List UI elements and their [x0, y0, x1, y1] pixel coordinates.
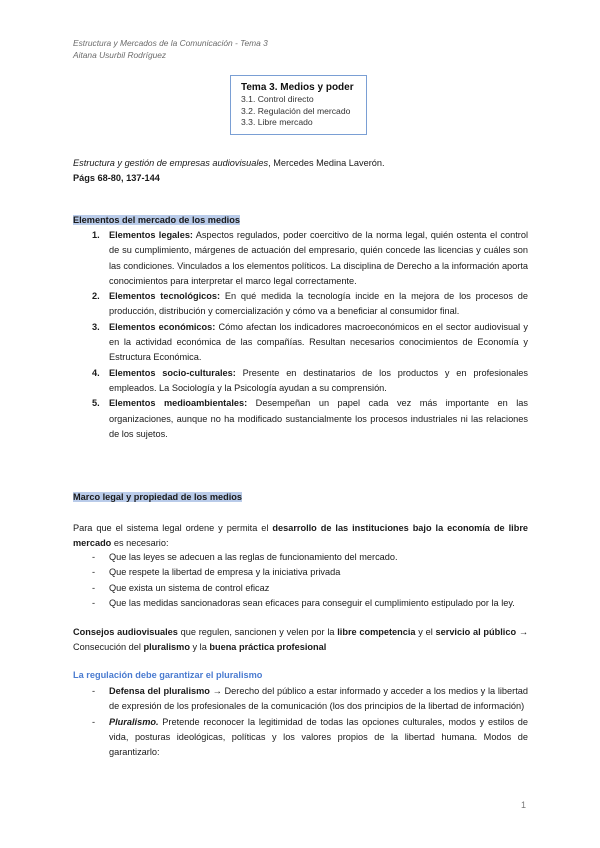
item-text: Cómo afectan los indicadores macroeconómicos en el sector audiovisual y en la actividad económica de las compañías. Resultan necesarios conocimientos de Economía y Estructura Económica.: [109, 321, 528, 363]
bold-term: Consejos audiovisuales: [73, 627, 178, 637]
item-text: → Derecho del público a estar informado y acceder a los medios y la libertad de expresión de los profesionales de la comunicación (los dos principios de la libertad de información): [109, 686, 528, 712]
topic-item: 3.1. Control directo: [241, 94, 314, 104]
intro-bold: desarrollo de las instituciones bajo la economía de libre mercado: [73, 523, 529, 549]
section-heading-pluralismo: La regulación debe garantizar el pluralismo: [73, 670, 263, 680]
dash-bullet: -: [92, 716, 96, 727]
list-item: [73, 320, 528, 366]
list-item: [73, 550, 528, 565]
dash-bullet: -: [92, 567, 96, 578]
item-number: 3.: [92, 321, 100, 332]
item-text: Que las medidas sancionadoras sean eficaces para conseguir el cumplimiento estipulado por la ley.: [109, 597, 515, 608]
reference-line: [73, 158, 385, 168]
list-item: [73, 289, 528, 320]
item-term: Elementos medioambientales:: [109, 398, 248, 409]
running-header-title: Estructura y Mercados de la Comunicación - Tema 3: [73, 38, 268, 48]
requirements-list: [73, 550, 528, 611]
list-item: [73, 228, 528, 289]
item-number: 5.: [92, 398, 100, 409]
list-item: [73, 596, 528, 611]
list-item: [73, 565, 528, 580]
section-heading-text: Elementos del mercado de los medios: [73, 215, 240, 225]
page-number: 1: [521, 800, 527, 810]
topic-item: 3.3. Libre mercado: [241, 117, 313, 127]
item-text: En qué medida la tecnología incide en la mejora de los procesos de producción, distribución y comercialización y cómo va a beneficiar al consumidor final.: [109, 291, 528, 317]
bold-term: pluralismo: [143, 642, 190, 653]
dash-bullet: -: [92, 552, 96, 562]
text: → Consecución del: [73, 627, 529, 653]
list-item: [73, 366, 528, 397]
item-text: Aspectos regulados, poder coercitivo de la norma legal, quién ostenta el control de su cumplimiento, márgenes de actuación del empresario, quién concede las licencias y cuáles son las condiciones. Vinculados a los elementos políticos. La disciplina de Derecho a la información aporta conocimientos para interpretar el marco legal correctamente.: [109, 230, 529, 286]
item-text: Que las leyes se adecuen a las reglas de funcionamiento del mercado.: [109, 552, 398, 562]
elements-list: [73, 228, 528, 442]
item-term: Elementos socio-culturales:: [109, 367, 236, 378]
book-title: Estructura y gestión de empresas audiovisuales: [73, 158, 269, 168]
text: y el: [415, 627, 436, 637]
item-term: Elementos legales:: [109, 230, 193, 240]
topic-item: 3.2. Regulación del mercado: [241, 105, 351, 116]
list-item: [73, 396, 528, 442]
marco-intro: [73, 521, 528, 552]
item-term: Elementos tecnológicos:: [109, 291, 221, 302]
bold-term: Pluralismo.: [109, 716, 159, 727]
pluralismo-list: [73, 684, 528, 760]
intro-text-end: es necesario:: [111, 538, 169, 549]
item-number: 2.: [92, 291, 100, 302]
item-text: Que exista un sistema de control eficaz: [109, 582, 270, 593]
bold-term: Defensa del pluralismo: [109, 686, 210, 696]
item-term: Elementos económicos:: [109, 321, 216, 332]
list-item: [73, 715, 528, 761]
bold-term: libre competencia: [337, 627, 416, 637]
item-text: Desempeñan un papel cada vez más importante en las organizaciones, aunque no ha modificado sustancialmente los procesos industriales ni las relaciones de los sujetos.: [109, 398, 528, 439]
dash-bullet: -: [92, 686, 96, 696]
list-item: [73, 581, 528, 596]
reference-pages: Págs 68-80, 137-144: [73, 173, 160, 183]
topic-box: [230, 75, 367, 135]
item-text: Que respete la libertad de empresa y la iniciativa privada: [109, 567, 341, 578]
intro-text: Para que el sistema legal ordene y permita el: [73, 523, 273, 533]
topic-title: Tema 3. Medios y poder: [241, 82, 354, 93]
book-author: , Mercedes Medina Laverón.: [268, 158, 385, 168]
dash-bullet: -: [92, 582, 96, 593]
section-heading-text: Marco legal y propiedad de los medios: [73, 492, 242, 502]
section-heading-mercado: [73, 215, 240, 225]
dash-bullet: -: [92, 597, 96, 608]
bold-term: servicio al público: [435, 627, 517, 637]
item-text: Pretende reconocer la legitimidad de todas las opciones culturales, modos y estilos de vida, posturas ideológicas, políticas y los valores propios de la libertad humana. Modos de garantizarlo:: [109, 716, 528, 758]
bold-term: buena práctica profesional: [209, 642, 327, 653]
text: que regulen, sancionen y velen por la: [177, 627, 338, 637]
running-header-author: Aitana Usurbil Rodríguez: [73, 50, 167, 60]
item-text: Presente en destinatarios de los productos y en profesionales empleados. La Sociología y la Psicología ayudan a su comprensión.: [109, 367, 528, 393]
item-number: 4.: [92, 367, 100, 378]
list-item: [73, 684, 528, 715]
consejos-paragraph: [73, 625, 528, 656]
section-heading-marco: [73, 492, 242, 502]
text: y la: [189, 642, 210, 653]
item-number: 1.: [92, 230, 100, 240]
